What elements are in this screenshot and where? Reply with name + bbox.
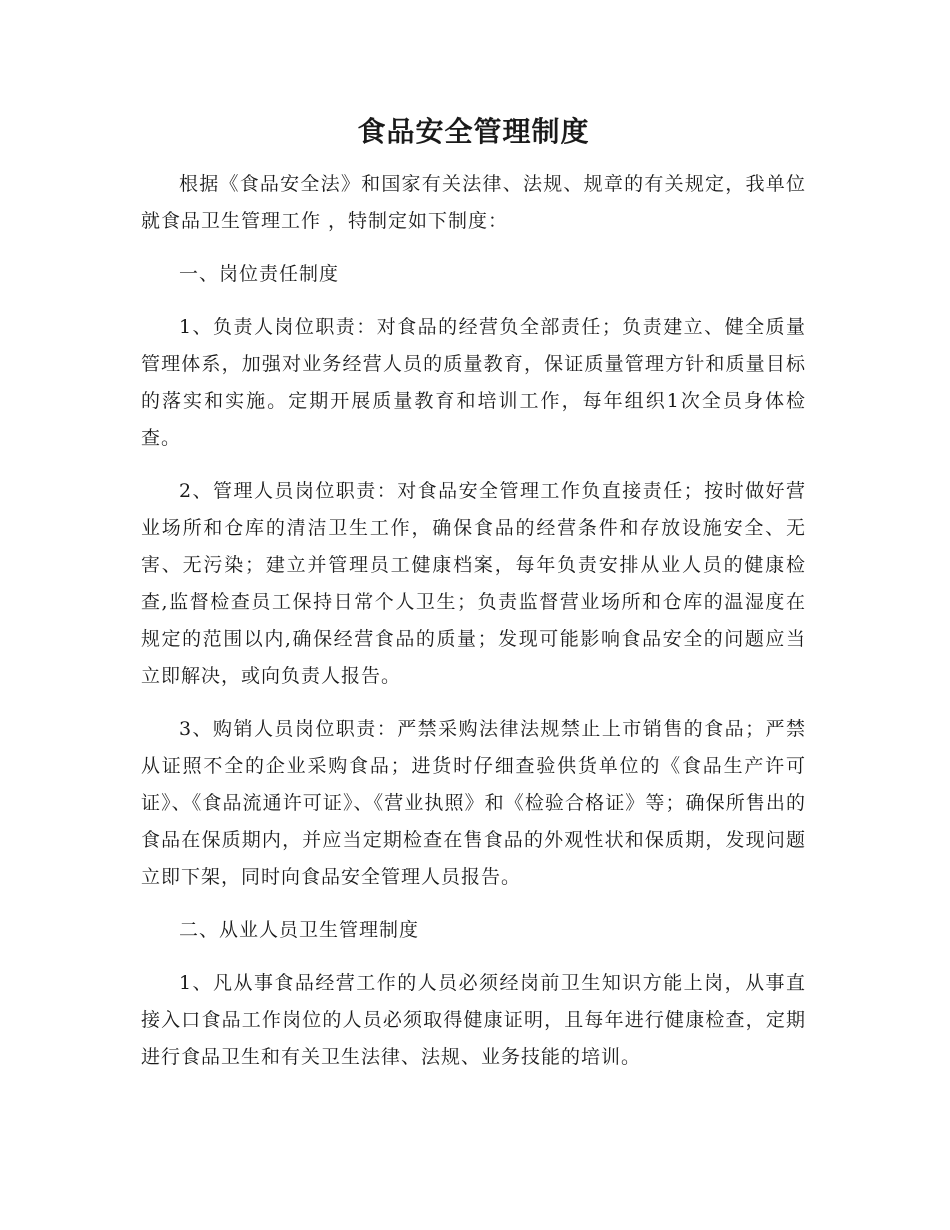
section2-item-1: 1、凡从事食品经营工作的人员必须经岗前卫生知识方能上岗，从事直接入口食品工作岗位的人员必须取得健康证明，且每年进行健康检查，定期进行食品卫生和有关卫生法律、法规、业务技能的培训。 [141, 972, 806, 1068]
section-heading-2: 二、从业人员卫生管理制度 [179, 919, 420, 941]
section1-item-3: 3、购销人员岗位职责：严禁采购法律法规禁止上市销售的食品；严禁从证照不全的企业采购食品；进货时仔细查验供货单位的《食品生产许可证》、《食品流通许可证》、《营业执照》和《检验合格证》等；确保所售出的食品在保质期内，并应当定期检查在售食品的外观性状和保质期，发现问题立即下架，同时向食品安全管理人员报告。 [141, 718, 806, 888]
section1-item-2: 2、管理人员岗位职责：对食品安全管理工作负直接责任；按时做好营业场所和仓库的清洁卫生工作，确保食品的经营条件和存放设施安全、无害、无污染；建立并管理员工健康档案，每年负责安排从业人员的健康检查,监督检查员工保持日常个人卫生；负责监督营业场所和仓库的温湿度在规定的范围以内,确保经营食品的质量；发现可能影响食品安全的问题应当立即解决，或向负责人报告。 [141, 480, 806, 687]
intro-paragraph: 根据《食品安全法》和国家有关法律、法规、规章的有关规定，我单位就食品卫生管理工作 ，特制定如下制度： [141, 173, 806, 232]
document-page [141, 112, 806, 1076]
section1-item-1: 1、负责人岗位职责：对食品的经营负全部责任；负责建立、健全质量管理体系，加强对业务经营人员的质量教育，保证质量管理方针和质量目标的落实和实施。定期开展质量教育和培训工作，每年组织1次全员身体检查。 [141, 316, 806, 449]
document-title: 食品安全管理制度 [357, 115, 590, 148]
section-heading-1: 一、岗位责任制度 [179, 263, 340, 285]
